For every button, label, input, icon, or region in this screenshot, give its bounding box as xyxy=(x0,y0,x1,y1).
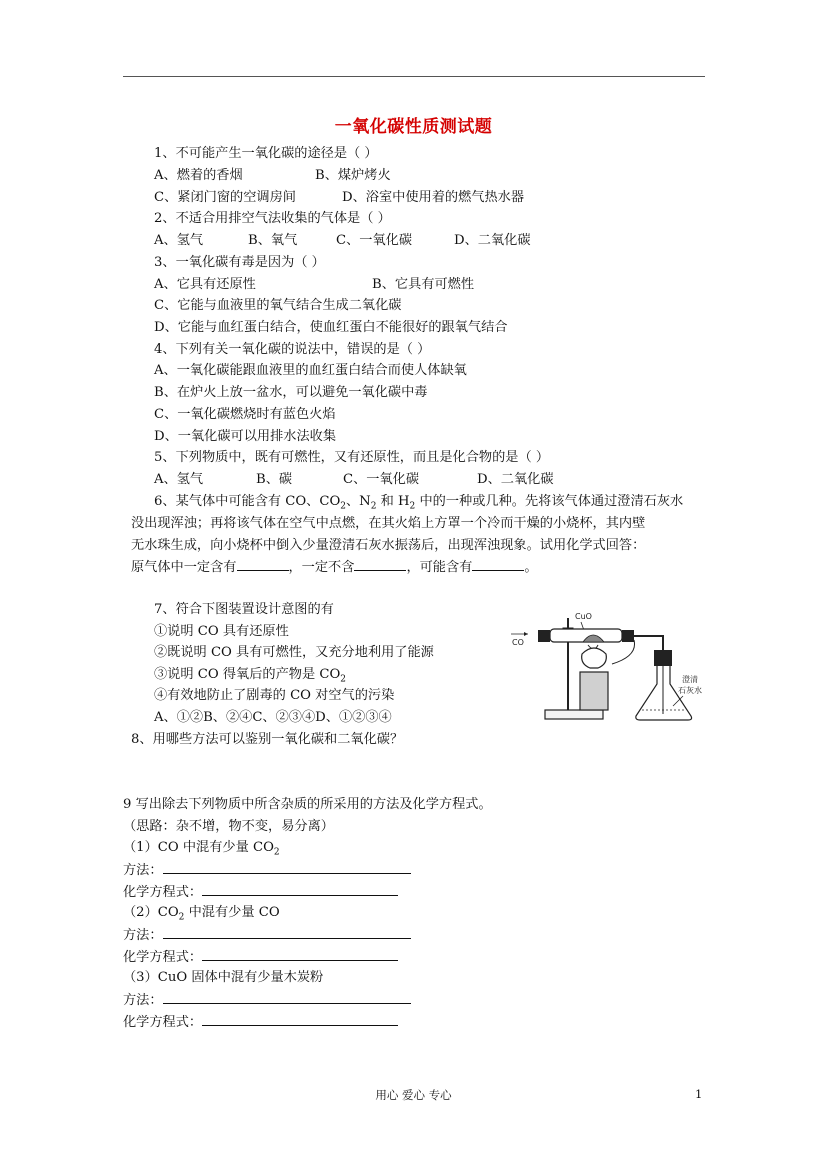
q4-option-b: B、在炉火上放一盆水，可以避免一氧化碳中毒 xyxy=(154,385,428,400)
q6-line-3: 无水珠生成，向小烧杯中倒入少量澄清石灰水振荡后，出现浑浊现象。试用化学式回答： xyxy=(131,538,646,553)
q9-part-1-equation: 化学方程式： xyxy=(123,883,398,902)
q9-part-2-method: 方法： xyxy=(123,926,411,945)
left-stopper xyxy=(538,630,550,642)
q7-option-2: ②既说明 CO 具有可燃性，又充分地利用了能源 xyxy=(154,645,434,660)
limewater-label-1: 澄清 xyxy=(682,675,698,684)
q6-line-2: 没出现浑浊；再将该气体在空气中点燃，在其火焰上方罩一个冷而干燥的小烧杯，其内壁 xyxy=(131,516,646,531)
q3-option-c: C、它能与血液里的氧气结合生成二氧化碳 xyxy=(154,298,402,313)
stand-base xyxy=(545,710,603,719)
q2-stem: 2、不适合用排空气法收集的气体是（ ） xyxy=(154,211,391,226)
page-footer: 用心 爱心 专心 xyxy=(375,1088,452,1102)
q7-option-3: ③说明 CO 得氧后的产物是 $CO_2$ xyxy=(154,667,346,685)
q1-option-b: B、煤炉烤火 xyxy=(315,168,391,183)
q9-part-3-equation: 化学方程式： xyxy=(123,1013,398,1032)
q5-option-d: D、二氧化碳 xyxy=(477,472,554,487)
q5-stem: 5、下列物质中，既有可燃性，又有还原性，而且是化合物的是（ ） xyxy=(154,450,550,465)
page-number: 1 xyxy=(695,1087,703,1101)
q7-option-1: ①说明 CO 具有还原性 xyxy=(154,624,289,639)
q2-option-b: B、氧气 xyxy=(248,233,298,248)
q4-option-a: A、一氧化碳能跟血液里的血红蛋白结合而使人体缺氧 xyxy=(154,363,467,378)
answer-blank xyxy=(354,558,406,571)
q9-stem: 9 写出除去下列物质中所含杂质的所采用的方法及化学方程式。 xyxy=(123,797,492,812)
answer-blank xyxy=(163,991,411,1004)
q4-stem: 4、下列有关一氧化碳的说法中，错误的是（ ） xyxy=(154,342,431,357)
q8-stem: 8、用哪些方法可以鉴别一氧化碳和二氧化碳？ xyxy=(131,732,404,747)
q6-line-1: 6、某气体中可能含有 CO、$CO_2$、$N_2$ 和 $H_2$ 中的一种或几种。先将该气体通过澄清石灰水 xyxy=(154,494,684,512)
answer-blank xyxy=(472,558,524,571)
q7-answer-options: A、①②B、②④C、②③④D、①②③④ xyxy=(154,710,392,725)
q5-option-c: C、一氧化碳 xyxy=(343,472,420,487)
q7-stem: 7、符合下图装置设计意图的有 xyxy=(154,602,334,617)
page-title: 一氧化碳性质测试题 xyxy=(334,117,493,137)
lamp-bowl xyxy=(582,648,607,668)
q3-option-a: A、它具有还原性 xyxy=(154,277,256,292)
co-arrow-head xyxy=(524,632,528,636)
q1-option-d: D、浴室中使用着的燃气热水器 xyxy=(342,190,525,205)
q1-option-c: C、紧闭门窗的空调房间 xyxy=(154,190,296,205)
q5-option-a: A、氢气 xyxy=(154,472,204,487)
co-label: CO xyxy=(512,638,524,647)
header-rule xyxy=(123,76,705,77)
q9-part-2-equation: 化学方程式： xyxy=(123,948,398,967)
answer-blank xyxy=(163,926,411,939)
lamp-block xyxy=(580,672,608,710)
q1-option-a: A、燃着的香烟 xyxy=(154,168,243,183)
q4-option-c: C、一氧化碳燃烧时有蓝色火焰 xyxy=(154,407,336,422)
q7-option-4: ④有效地防止了剧毒的 CO 对空气的污染 xyxy=(154,688,395,703)
q2-option-a: A、氢气 xyxy=(154,233,204,248)
q9-part-1: （1）CO 中混有少量 $CO_2$ xyxy=(123,840,280,858)
cuo-label: CuO xyxy=(575,612,592,621)
limewater-label-2: 石灰水 xyxy=(678,686,702,695)
q4-option-d: D、一氧化碳可以用排水法收集 xyxy=(154,429,337,444)
q5-option-b: B、碳 xyxy=(256,472,293,487)
answer-blank xyxy=(202,883,398,896)
q3-option-d: D、它能与血红蛋白结合，使血红蛋白不能很好的跟氧气结合 xyxy=(154,320,508,335)
q9-part-3-method: 方法： xyxy=(123,991,411,1010)
answer-blank xyxy=(163,861,411,874)
q3-stem: 3、一氧化碳有毒是因为（ ） xyxy=(154,255,325,270)
answer-blank xyxy=(202,948,398,961)
q2-option-c: C、一氧化碳 xyxy=(336,233,413,248)
right-stopper xyxy=(622,630,634,642)
q9-part-2: $(2)CO_2$ 中混有少量 CO xyxy=(123,905,280,923)
q1-stem: 1、不可能产生一氧化碳的途径是（ ） xyxy=(154,146,378,161)
answer-blank xyxy=(237,558,289,571)
q3-option-b: B、它具有可燃性 xyxy=(372,277,475,292)
return-tube xyxy=(612,640,635,664)
answer-blank xyxy=(202,1013,398,1026)
q9-part-3: （3）CuO 固体中混有少量木炭粉 xyxy=(123,970,324,985)
apparatus-figure xyxy=(508,598,714,724)
q6-line-4: 原气体中一定含有 ，一定不含 ，可能含有 。 xyxy=(131,560,538,575)
q9-part-1-method: 方法： xyxy=(123,861,411,880)
q9-hint: （思路：杂不增，物不变，易分离） xyxy=(123,819,334,834)
q2-option-d: D、二氧化碳 xyxy=(454,233,531,248)
